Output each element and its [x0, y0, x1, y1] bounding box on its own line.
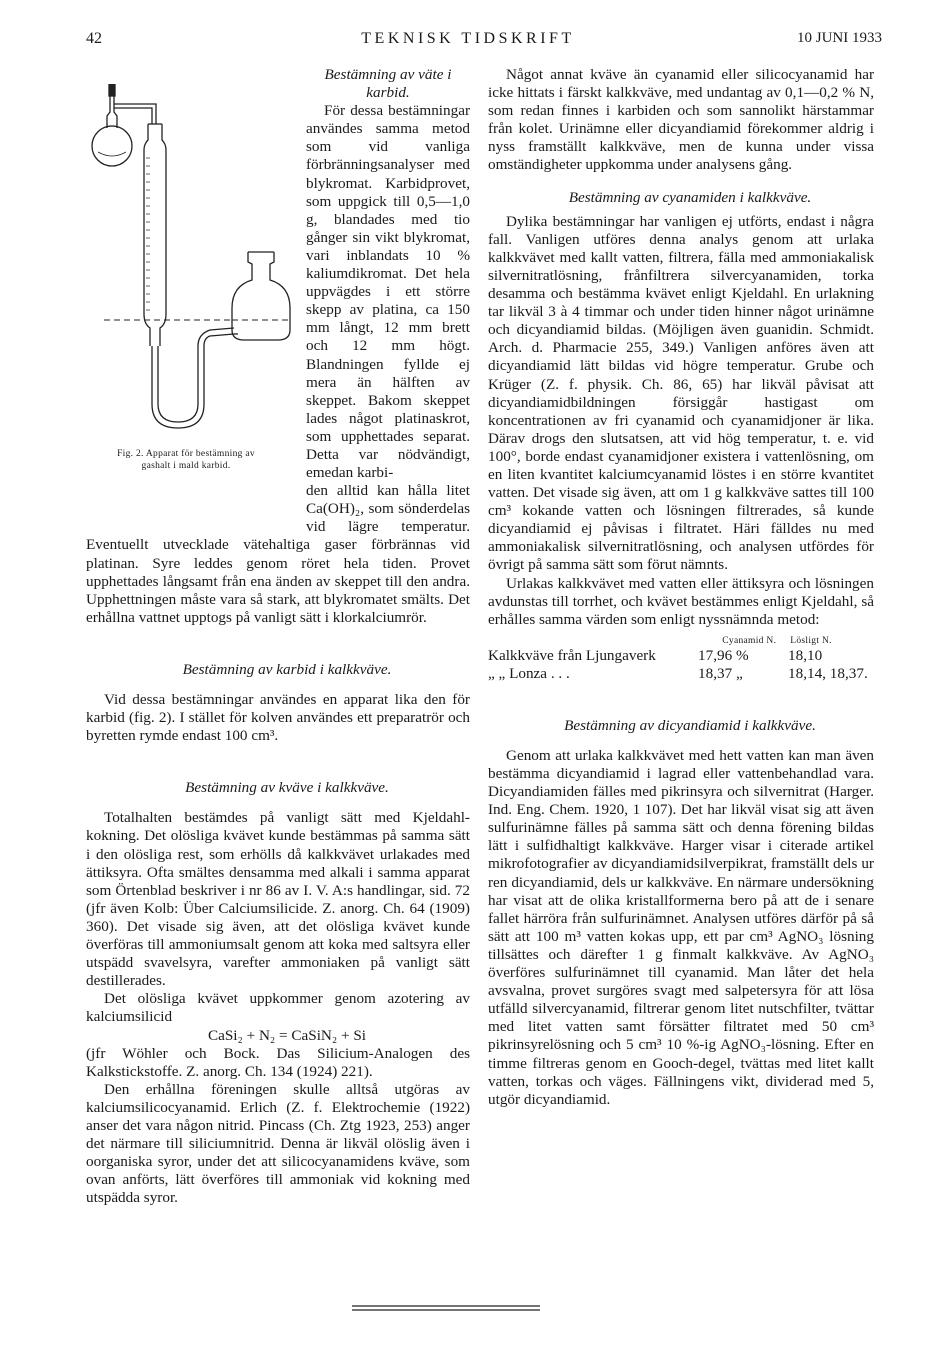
table-cell-losligt: 18,10: [788, 646, 823, 664]
paragraph-cyanamid-1: Dylika bestämningar har vanligen ej utförts, endast i några fall. Vanligen utföres denna analys genom att urlaka kalkkvävet med kallt vatten, filtrera, fälla med ammoniakalisk silvernitratlösning, frånfiltrera silvercyanamiden, torka desamma och bestämma kvävet enligt Kjeldahl. En urlakning tar likväl 3 à 4 timmar och under tiden hinner något urinämne och dicyandiamid bildas. (Möjligen även guanidin. Schmidt. Arch. d. Pharmacie 255, 349.) Vanligen anföres även att dicyandiamid lätt bildas vid högre temperatur. Grube och Krüger (Z. f. physik. Ch. 86, 65) har likväl påvisat att dicyandiamidbildningen försiggår hastigast om koncentrationen av fri cyanamid och cyanamidjoner är lika. Därav drogs den slutsatsen, att vid hög temperatur, t. e. vid 100°, borde endast cyanamidjoner existera i vattenlösning, om en liten kvantitet kalciumcyanamid löstes i en större kvantitet vatten. Det visade sig även, att om 1 g kalkkväve sattes till 100 cm³ kokande vatten och lösningen filtrerades, så kunde dicyandiamid ej påvisas i filtratet. Häri fälldes nu med ammoniakalisk silvernitratlösning, och analysen utfördes för övrigt på samma sätt som förut nämnts.: [488, 212, 874, 574]
table-cell-label: Kalkkväve från Ljungaverk: [488, 646, 656, 664]
gas-apparatus-illustration: [86, 84, 298, 444]
chemical-formula: CaSi₂ + N₂ = CaSiN₂ + Si: [207, 1026, 367, 1044]
page-number: 42: [86, 30, 102, 47]
paragraph-annat-kvave: Något annat kväve än cyanamid eller silicocyanamid har icke hittats i färskt kalkkväve, med undantag av 0,1—0,2 % N, som redan finnes i karbiden och som sannolikt härstammar från kolet. Urinämne eller dicyandiamid förekommer aldrig i nyss framställt kalkkväve, men de kunna under vissa omständigheter uppkomma under analysens gång.: [488, 66, 874, 174]
table-row: [488, 665, 874, 683]
section-title-vate-line1: Bestämning av väte i: [324, 66, 452, 83]
journal-title: TEKNISK TIDSKRIFT: [361, 30, 575, 47]
table-cell-cyanamid: 17,96 %: [698, 646, 749, 664]
issue-date: [797, 30, 882, 47]
section-title-dicyandiamid: Bestämning av dicyandiamid i kalkkväve.: [564, 716, 816, 734]
table-cell-cyanamid: 18,37 „: [698, 664, 743, 682]
table-cell-label: „ „ Lonza . . .: [488, 664, 570, 682]
table-cell-losligt: 18,14, 18,37.: [788, 664, 868, 682]
left-column: [86, 66, 470, 1207]
figure-caption: [86, 448, 286, 472]
paragraph-kvave-2: Det olösliga kvävet uppkommer genom azotering av kalciumsilicid: [86, 990, 470, 1026]
paragraph-kvave-3: (jfr Wöhler och Bock. Das Silicium-Analogen des Kalkstickstoffe. Z. anorg. Ch. 134 (1924) 221).: [86, 1044, 470, 1080]
section-title-cyanamid: Bestämning av cyanamiden i kalkkväve.: [568, 188, 812, 206]
paragraph-vate-wrapped: För dessa bestämningar användes samma metod som vid vanliga förbränningsanalyser med blykromat. Karbidprovet, som uppgick till 0,5—1,0 g, blandades med tio gånger sin vikt blykromat, vari inblandats 10 % kaliumdikromat. Det hela uppvägdes i ett större skepp av platina, ca 150 mm långt, 12 mm brett och 12 mm högt. Blandningen fyllde ej mera än hälften av skeppet. Bakom skeppet lades något platinaskrot, som upphettades separat. Detta var nödvändigt, emedan karbi-: [306, 102, 470, 482]
figure-caption-line2: gashalt i mald karbid.: [141, 461, 231, 471]
section-title-karbid: Bestämning av karbid i kalkkväve.: [182, 660, 392, 678]
paragraph-dicyandiamid: Genom att urlaka kalkkvävet med hett vatten kan man även bestämma dicyandiamid i lagrad eller vattenbehandlad vara. Dicyandiamiden fälles med pikrinsyra och silvernitrat (Harger. Ind. Eng. Chem. 1920, 1 107). Det har likväl visat sig att även sulfurinämne fälles på samma sätt och denna förening bildas lätt i sulfidhaltigt kalkkväve. Harger visar i citerade artikel mikrofotografier av dicyandiamidsilverpikrat, framställt dels ur ren dicyandiamid, dels ur kalkkväve. En närmare undersökning har visat att de olika kristallformerna bero på att de i senare fallet härröra från sulfurinämnet. Analysen utföres därför på så sätt att 100 m³ vatten kokas upp, ett par cm³ AgNO₃ lösning tillsättes och därefter 1 g finmalt kalkkväve. Av AgNO₃ överföres sulfurinämnet till cyanamid. Man låter det hela avsvalna, provet surgöres svagt med salpetersyra för att lösa utfälld silvercyanamid, filtrerar genom litet nutschfilter, tvättar med litet vatten samt försätter filtratet med 50 cm³ pikrinsyrelösning och 5 cm³ 10 %-ig AgNO₃-lösning. Efter en timme filtreras genom en Gooch-degel, tvättas med litet kallt vatten, torkas och väges. Fällningens vikt, dividerad med 5, utgör dicyandiamid.: [488, 746, 874, 1108]
table-header: [488, 635, 874, 647]
right-column: [488, 66, 874, 1109]
issue-day: 10: [797, 30, 812, 46]
table-header-losligt: Lösligt N.: [790, 635, 832, 646]
paragraph-cyanamid-2: Urlakas kalkkvävet med vatten eller ättiksyra och lösningen avdunstas till torrhet, och kvävet bestämmes enligt Kjeldahl, så erhålles samma värden som enligt nyssnämnda metod:: [488, 574, 874, 628]
section-title-kvave: Bestämning av kväve i kalkkväve.: [185, 779, 389, 797]
issue-month: JUNI: [815, 30, 849, 46]
paragraph-vate-continued: den alltid kan hålla litet Ca(OH)₂, som sönderdelas vid lägre temperatur. Eventuellt utvecklade vätehaltiga gaser förbrännas vid platinan. Syre leddes genom röret hela tiden. Provet upphettades långsamt från ena änden av skeppet till den andra. Upphettningen måste vara så stark, att blykromatet smälts. Det erhållna vattnet upptogs på vanligt sätt i klorkalciumrör.: [86, 482, 470, 626]
nitrogen-table: [488, 635, 874, 683]
paragraph-karbid: Vid dessa bestämningar användes en apparat lika den för karbid (fig. 2). I stället för kolven användes ett preparatrör och byretten rymde endast 100 cm³.: [86, 691, 470, 745]
paragraph-kvave-1: Totalhalten bestämdes på vanligt sätt med Kjeldahl-kokning. Det olösliga kvävet kunde bestämmas på samma sätt i den olösliga rest, som erhölls då kalkkvävet urlakades med ättiksyra. Ofta smältes densamma med alkali i samma apparat som Örtenblad beskriver i nr 86 av I. V. A:s handlingar, sid. 72 (jfr även Kolb: Über Calciumsilicide. Z. anorg. Ch. 64 (1909) 360). Det visade sig även, att det olösliga kvävet kunde överföras till ammoniumsalt genom att koka med saltsyra eller utspädd svavelsyra, varefter ammoniaken på vanligt sätt destillerades.: [86, 809, 470, 990]
figure-2: [86, 66, 298, 520]
table-row: [488, 647, 874, 665]
end-rule: [352, 1304, 540, 1312]
paragraph-kvave-4: Den erhållna föreningen skulle alltså utgöras av kalciumsilicocyanamid. Erlich (Z. f. Elektrochemie (1922) anser det vara någon nitrid. Pincass (Ch. Ztg 1923, 253) anger det närmare till siliciumnitrid. Denna är likväl olöslig även i oorganiska syror, under det att silicocyanamidens kväve, som ovan anförts, lätt överföres till ammoniak vid kokning med utspädda syror.: [86, 1080, 470, 1207]
issue-year: 1933: [852, 30, 882, 46]
figure-caption-line1: Fig. 2. Apparat för bestämning av: [117, 449, 255, 459]
table-header-cyanamid: Cyanamid N.: [722, 635, 777, 646]
section-title-vate-line2: karbid.: [366, 84, 410, 102]
